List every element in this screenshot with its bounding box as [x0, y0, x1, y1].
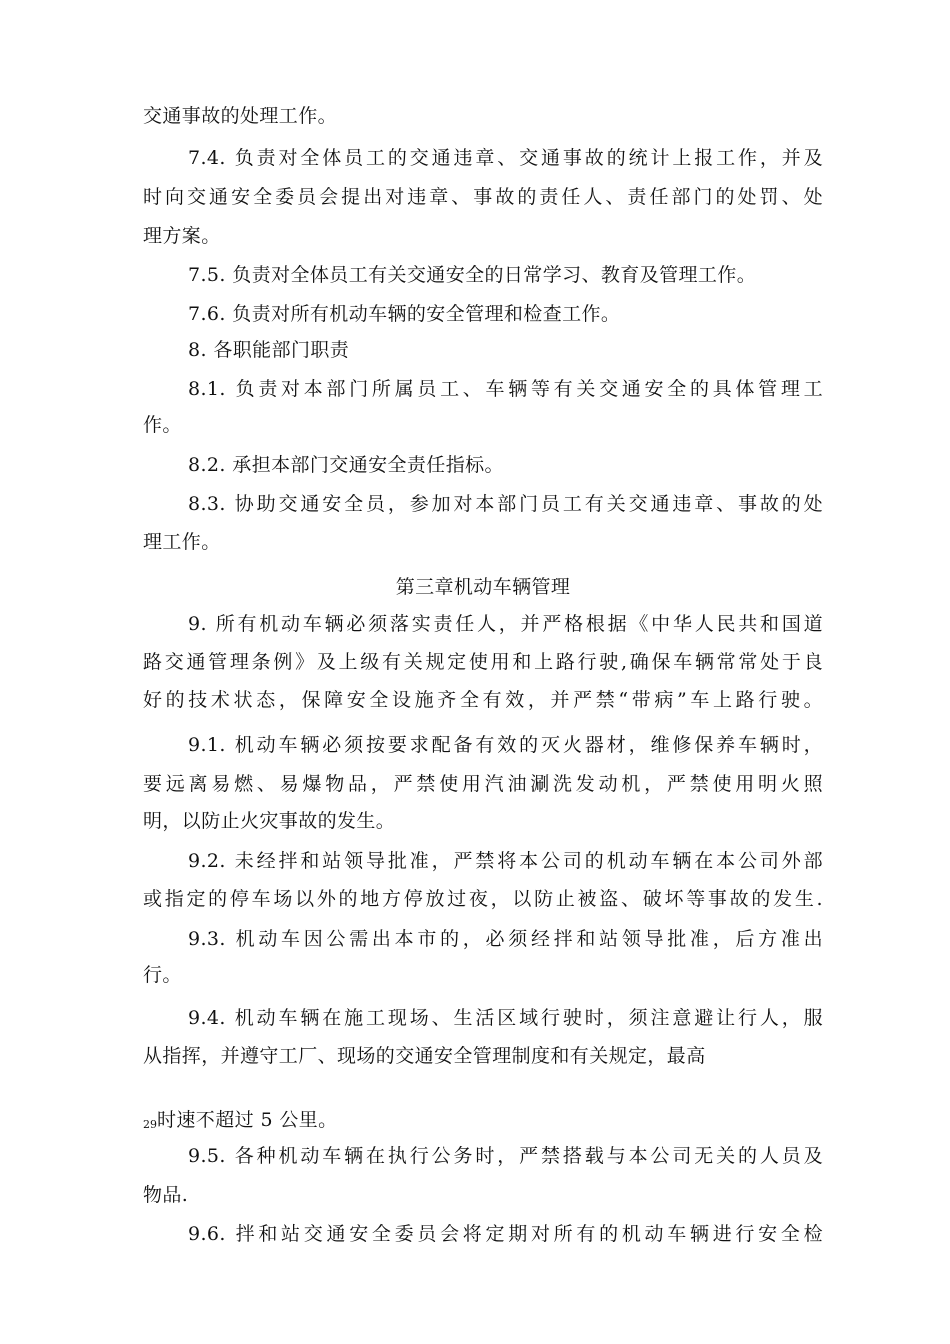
- text-line: 路交通管理条例》及上级有关规定使用和上路行驶,确保车辆常常处于良: [143, 651, 823, 673]
- section-8-heading: 8. 各职能部门职责: [188, 339, 350, 361]
- clause-7-4: 7.4. 负责对全体员工的交通违章、交通事故的统计上报工作，并及: [188, 147, 823, 169]
- clause-7-5: 7.5. 负责对全体员工有关交通安全的日常学习、教育及管理工作。: [188, 264, 757, 286]
- clause-9-3: 9.3. 机动车因公需出本市的，必须经拌和站领导批准，后方准出: [188, 928, 823, 950]
- text-line: 物品.: [143, 1184, 189, 1206]
- clause-8-3: 8.3. 协助交通安全员，参加对本部门员工有关交通违章、事故的处: [188, 493, 823, 515]
- clause-9: 9. 所有机动车辆必须落实责任人，并严格根据《中华人民共和国道: [188, 613, 823, 635]
- text-line: 时向交通安全委员会提出对违章、事故的责任人、责任部门的处罚、处: [143, 186, 823, 208]
- text-line: 交通事故的处理工作。: [143, 105, 338, 127]
- text-line: 好的技术状态，保障安全设施齐全有效，并严禁“带病”车上路行驶。: [143, 689, 823, 711]
- chapter-title: 第三章机动车辆管理: [395, 576, 571, 598]
- text-line: 作。: [143, 414, 182, 436]
- text-line: 理工作。: [143, 531, 221, 553]
- text-line: 明，以防止火灾事故的发生。: [143, 810, 396, 832]
- text-line: 或指定的停车场以外的地方停放过夜，以防止被盗、破坏等事故的发生.: [143, 888, 823, 910]
- clause-8-1: 8.1. 负责对本部门所属员工、车辆等有关交通安全的具体管理工: [188, 378, 823, 400]
- clause-9-6: 9.6. 拌和站交通安全委员会将定期对所有的机动车辆进行安全检: [188, 1223, 823, 1245]
- clause-9-5: 9.5. 各种机动车辆在执行公务时，严禁搭载与本公司无关的人员及: [188, 1145, 823, 1167]
- clause-9-1: 9.1. 机动车辆必须按要求配备有效的灭火器材，维修保养车辆时，: [188, 734, 823, 756]
- clause-7-6: 7.6. 负责对所有机动车辆的安全管理和检查工作。: [188, 303, 621, 325]
- text-line: 要远离易燃、易爆物品，严禁使用汽油涮洗发动机，严禁使用明火照: [143, 773, 823, 795]
- clause-8-2: 8.2. 承担本部门交通安全责任指标。: [188, 454, 504, 476]
- text-line-with-marker: [143, 1108, 823, 1137]
- text-line: 时速不超过 5 公里。: [157, 1109, 338, 1131]
- text-line: 理方案。: [143, 225, 221, 247]
- clause-9-2: 9.2. 未经拌和站领导批准，严禁将本公司的机动车辆在本公司外部: [188, 850, 823, 872]
- text-line: 从指挥，并遵守工厂、现场的交通安全管理制度和有关规定，最高: [143, 1045, 706, 1067]
- text-line: 行。: [143, 964, 182, 986]
- footnote-marker: 29: [143, 1118, 157, 1131]
- clause-9-4: 9.4. 机动车辆在施工现场、生活区域行驶时，须注意避让行人，服: [188, 1007, 823, 1029]
